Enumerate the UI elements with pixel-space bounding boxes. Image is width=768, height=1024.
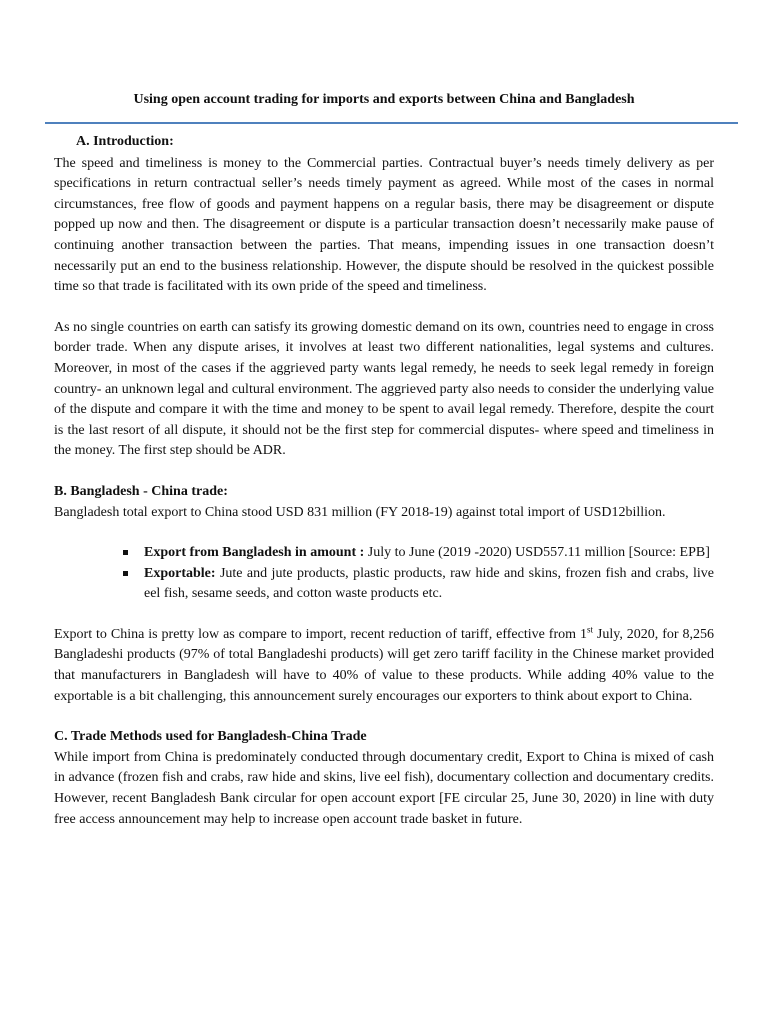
trade-paragraph-1: Bangladesh total export to China stood USD 831 million (FY 2018-19) against total import of USD12billion. bbox=[54, 504, 666, 520]
title-divider bbox=[45, 122, 738, 124]
trade-bullet-list bbox=[54, 543, 714, 605]
section-heading-methods: C. Trade Methods used for Bangladesh-China Trade bbox=[54, 729, 367, 745]
trade-paragraph-2: Export to China is pretty low as compare to import, recent reduction of tariff, effective from 1st July, 2020, for 8,256 Bangladeshi products (97% of total Bangladeshi products) will get zero tariff facility in the Chinese market provided that manufacturers in Bangladesh will have to 40% of value to these products. While adding 40% value to the exportable is a bit challenging, this announcement surely encourages our exporters to think about export to China. bbox=[54, 624, 714, 704]
bullet-label: Exportable: bbox=[144, 565, 216, 581]
bullet-text: July to June (2019 -2020) USD557.11 million [Source: EPB] bbox=[364, 545, 710, 561]
list-item bbox=[144, 564, 714, 605]
list-item bbox=[144, 543, 714, 564]
intro-paragraph-1: The speed and timeliness is money to the Commercial parties. Contractual buyer’s needs timely delivery as per specifications in return contractual seller’s needs timely payment as agreed. While most of the cases in normal circumstances, free flow of goods and payment happens on a regular basis, there may be disagreement or dispute popped up now and then. The disagreement or dispute is a particular transaction doesn’t necessarily make pause of continuing another transaction between the parties. That means, impending issues in one transaction doesn’t necessarily put an end to the business relationship. However, the dispute should be resolved in the quickest possible time so that trade is facilitated with its own pride of the speed and timeliness. bbox=[54, 155, 714, 295]
section-heading-trade: B. Bangladesh - China trade: bbox=[54, 483, 228, 499]
methods-paragraph-1: While import from China is predominately conducted through documentary credit, Export to China is mixed of cash in advance (frozen fish and crabs, raw hide and skins, live eel fish), documentary collection and documentary credits. However, recent Bangladesh Bank circular for open account export [FE circular 25, June 30, 2020) in line with duty free access announcement may help to increase open account trade basket in future. bbox=[54, 749, 714, 827]
bullet-text: Jute and jute products, plastic products, raw hide and skins, frozen fish and crabs, live eel fish, sesame seeds, and cotton waste products etc. bbox=[144, 565, 714, 602]
intro-paragraph-2: As no single countries on earth can satisfy its growing domestic demand on its own, countries need to engage in cross border trade. When any dispute arises, it involves at least two different nationalities, legal systems and cultures. Moreover, in most of the cases if the aggrieved party wants legal remedy, he needs to seek legal remedy in foreign country- an unknown legal and cultural environment. The aggrieved party also needs to consider the underlying value of the dispute and compare it with the time and money to be spent to avail legal remedy. Therefore, despite the court is the last resort of all dispute, it should not be the first step for commercial disputes- where speed and timeliness in the money. The first step should be ADR. bbox=[54, 319, 714, 459]
document-body bbox=[54, 132, 714, 830]
document-title: Using open account trading for imports and exports between China and Bangladesh bbox=[133, 92, 635, 107]
bullet-label: Export from Bangladesh in amount : bbox=[144, 545, 365, 561]
section-heading-introduction: A. Introduction: bbox=[76, 134, 174, 149]
